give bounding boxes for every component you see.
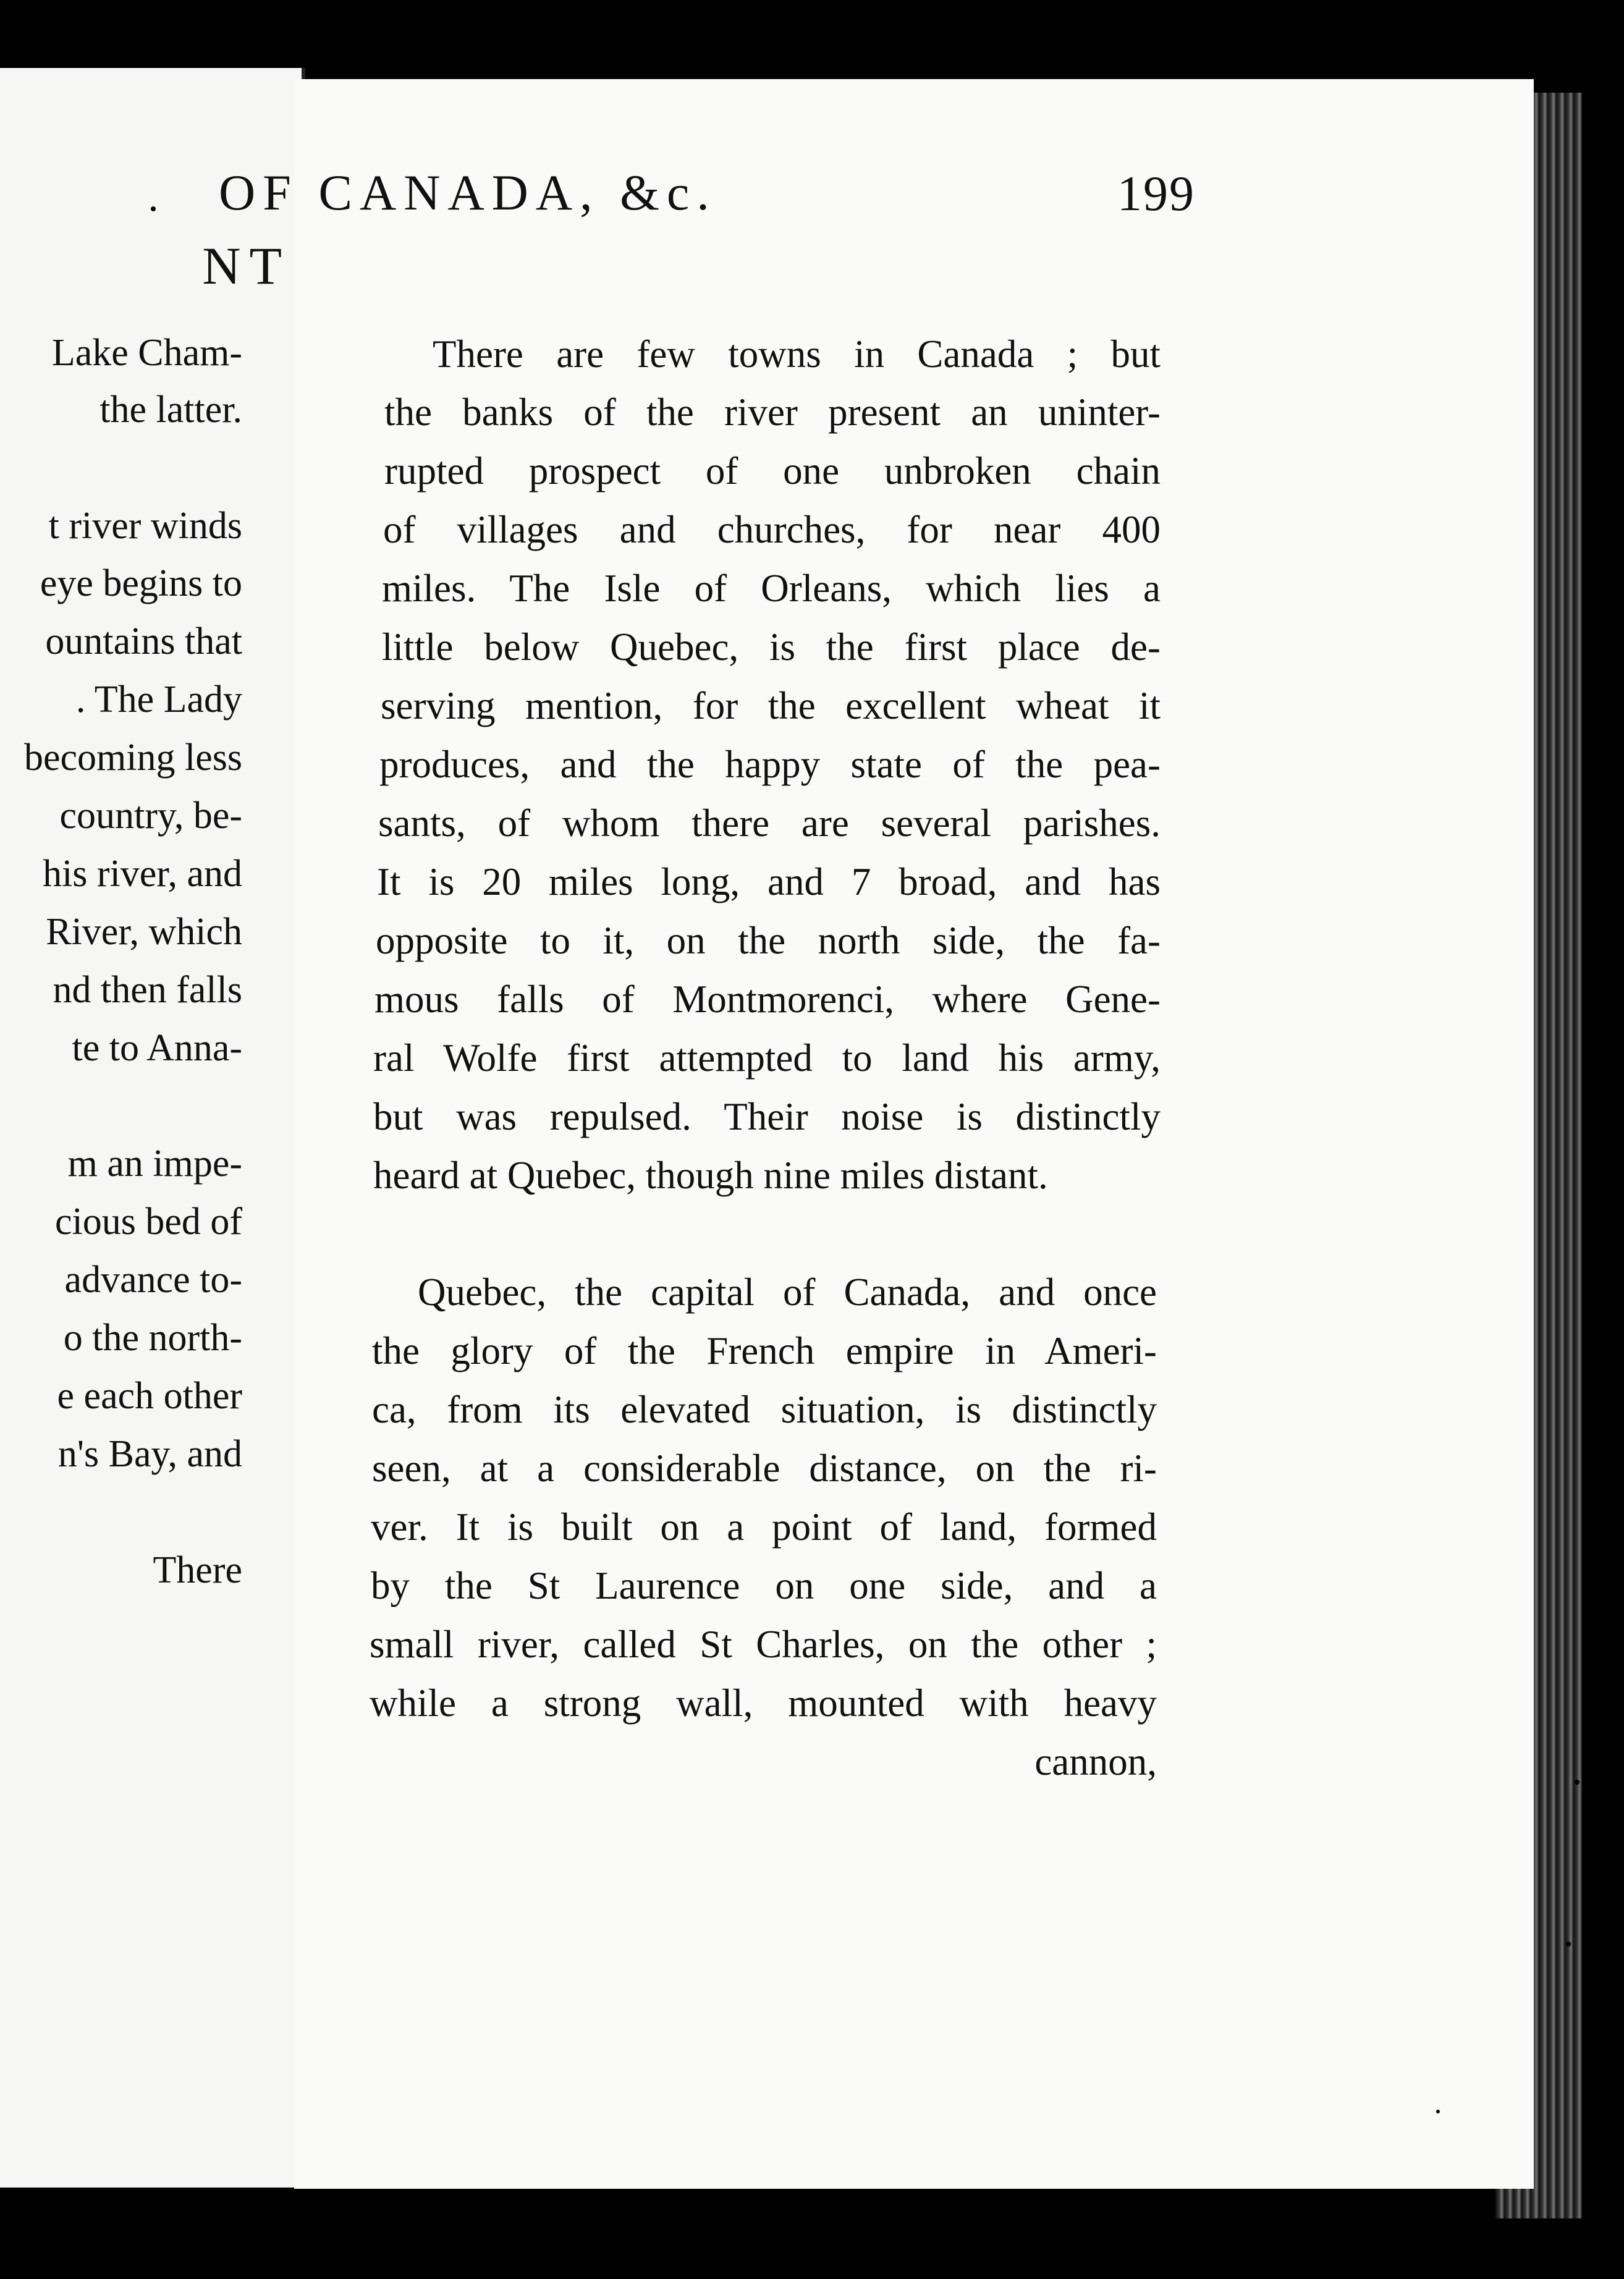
- paragraph-1-line: produces, and the happy state of the pea-: [379, 743, 1161, 786]
- paragraph-1-line: the banks of the river present an uninter-: [384, 391, 1161, 434]
- left-line: t river winds: [48, 505, 242, 547]
- left-line: Lake Cham-: [51, 332, 242, 374]
- paragraph-1-line: opposite to it, on the north side, the fa-: [376, 919, 1161, 962]
- left-line: the latter.: [99, 389, 242, 431]
- paragraph-1-line: but was repulsed. Their noise is distinctly: [373, 1095, 1161, 1138]
- paragraph-1-line: of villages and churches, for near 400: [383, 508, 1161, 551]
- running-head: OF CANADA, &c.: [219, 164, 717, 221]
- left-page: [0, 68, 305, 2188]
- paragraph-2-line: ca, from its elevated situation, is distinctly: [372, 1388, 1157, 1431]
- speck: [1566, 1942, 1571, 1947]
- speck: [151, 206, 156, 211]
- left-line: cious bed of: [54, 1201, 242, 1243]
- left-line: m an impe-: [67, 1143, 242, 1185]
- page-header: [219, 164, 1195, 232]
- paragraph-1-line: It is 20 miles long, and 7 broad, and has: [377, 860, 1161, 903]
- left-running-head: NT: [202, 236, 290, 295]
- left-line: country, be-: [59, 795, 242, 837]
- paragraph-2-line: while a strong wall, mounted with heavy: [370, 1681, 1157, 1725]
- paragraph-1-line: There are few towns in Canada ; but: [433, 332, 1161, 376]
- paragraph-2-line: small river, called St Charles, on the other ;: [370, 1623, 1157, 1666]
- left-catchword: There: [153, 1549, 242, 1591]
- page-number: 199: [1117, 167, 1195, 221]
- left-line: e each other: [57, 1375, 242, 1417]
- left-line: nd then falls: [53, 969, 242, 1011]
- paragraph-1-line: rupted prospect of one unbroken chain: [384, 449, 1161, 493]
- catchword: cannon,: [1034, 1740, 1157, 1783]
- speck: [1575, 1780, 1580, 1785]
- paragraph-1-line: miles. The Isle of Orleans, which lies a: [382, 567, 1161, 610]
- left-line: eye begins to: [40, 562, 242, 604]
- left-line: o the north-: [63, 1317, 242, 1359]
- left-line: River, which: [46, 911, 242, 953]
- paragraph-1-line: serving mention, for the excellent wheat it: [381, 684, 1161, 727]
- left-line: advance to-: [64, 1259, 242, 1301]
- paragraph-2-line: by the St Laurence on one side, and a: [371, 1564, 1157, 1607]
- paragraph-1-line: mous falls of Montmorenci, where Gene-: [374, 978, 1161, 1021]
- left-line: his river, and: [43, 853, 242, 895]
- paragraph-2-line: seen, at a considerable distance, on the ri-: [372, 1447, 1157, 1490]
- paragraph-1-line: ral Wolfe first attempted to land his army,: [373, 1036, 1161, 1080]
- paragraph-2-line: the glory of the French empire in Ameri-: [372, 1329, 1157, 1372]
- paragraph-2-line: ver. It is built on a point of land, formed: [371, 1505, 1157, 1549]
- paragraph-2-line: Quebec, the capital of Canada, and once: [418, 1271, 1157, 1314]
- left-line: ountains that: [45, 620, 242, 662]
- left-line: te to Anna-: [72, 1027, 242, 1069]
- paragraph-1-line: sants, of whom there are several parishes.: [378, 801, 1161, 845]
- left-line: . The Lady: [75, 679, 242, 721]
- left-line: n's Bay, and: [57, 1433, 242, 1475]
- left-line: becoming less: [24, 737, 242, 779]
- paragraph-1-line: little below Quebec, is the first place de-: [382, 625, 1161, 669]
- speck: [1436, 2110, 1440, 2113]
- paragraph-1-line: heard at Quebec, though nine miles distant.: [373, 1154, 1048, 1197]
